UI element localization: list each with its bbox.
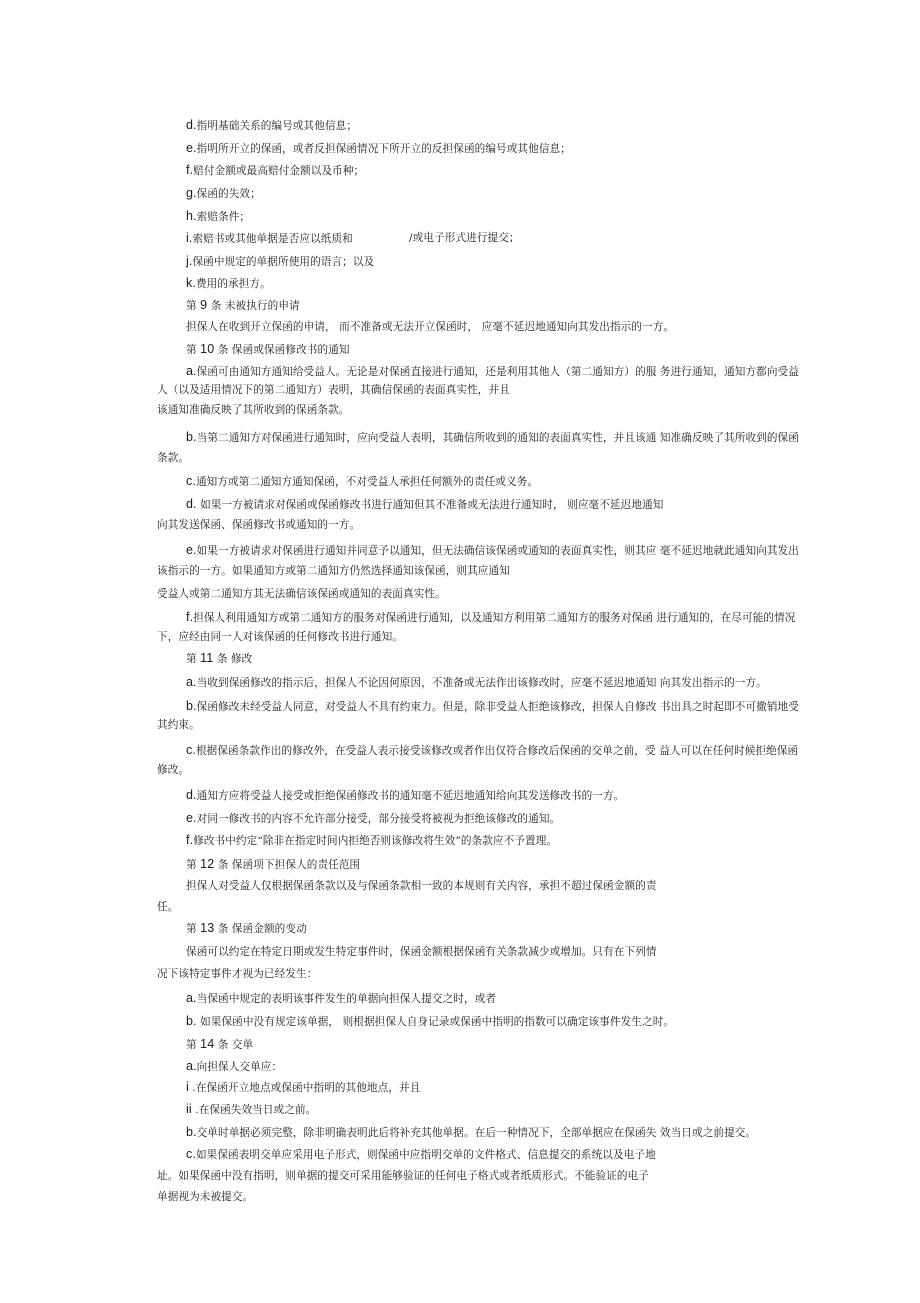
item-marker: d. [186, 497, 197, 511]
text-line [186, 1080, 420, 1095]
line-text: 如果一方被请求对保函或保函修改书进行通知但其不准备或无法进行通知时， 则应毫不延迟地通知 [196, 499, 664, 511]
line-text: 任。 [157, 901, 179, 913]
text-line [186, 430, 799, 445]
item-marker: 13 [200, 921, 215, 935]
text-line [186, 1102, 316, 1117]
text-line [186, 675, 767, 690]
item-marker: d. [186, 788, 197, 802]
text-line [186, 163, 364, 178]
item-marker: f. [186, 163, 194, 177]
line-text: 通知方或第二通知方通知保函，不对受益人承担任何额外的责任或义务。 [195, 476, 539, 488]
text-line [157, 763, 189, 777]
line-text: 受益人或第二通知方其无法确信该保函或通知的表面真实性。 [157, 588, 446, 600]
line-text: 保函可由通知方通知给受益人。无论是对保函直接进行通知，还是利用其他人（第二通知方）的服 务进行通知，通知方都向受益 [196, 366, 799, 378]
line-text: 条 未被执行的申请 [210, 300, 300, 312]
line-text: 条 保函项下担保人的责任范围 [217, 859, 361, 871]
text-line [186, 141, 571, 156]
text-line [186, 651, 252, 666]
line-text: 保函中规定的单据所使用的语言；以及 [192, 256, 375, 268]
text-line [186, 921, 307, 936]
item-marker: c. [186, 1147, 196, 1161]
text-line [157, 1169, 649, 1183]
text-line [157, 564, 510, 578]
line-text: 该指示的一方。如果通知方或第二通知方仍然选择通知该保函，则其应通知 [157, 565, 510, 577]
line-text: 索赔条件； [196, 211, 251, 223]
line-text: 人（以及适用情况下的第二通知方）表明，其确信保函的表面真实性，并且 [157, 384, 510, 396]
line-text: 该通知准确反映了其所收到的保函条款。 [157, 404, 350, 416]
line-text: 索赔书或其他单据是否应以纸质和 [192, 233, 353, 245]
line-text: 当第二通知方对保函进行通知时，应向受益人表明，其确信所收到的通知的表面真实性，并且该通 知准确反映了其所收到的保函 [196, 432, 799, 444]
item-marker: i. [186, 231, 193, 245]
line-text: 条 修改 [216, 653, 253, 665]
text-line [186, 320, 674, 334]
item-marker: i [186, 1080, 189, 1094]
line-text: 对同一修改书的内容不允许部分接受，部分接受将被视为拒绝该修改的通知。 [196, 813, 561, 825]
article-prefix: 第 [186, 344, 197, 356]
line-text: 保函修改未经受益人同意，对受益人不具有约束力。但是，除非受益人拒绝该修改，担保人自修改 书出具之时起即不可撤销地受 [196, 701, 799, 713]
text-line [157, 967, 317, 981]
text-line [157, 630, 403, 644]
item-marker: 9 [200, 298, 208, 312]
text-line [157, 900, 178, 914]
line-text: 向担保人交单应： [196, 1061, 283, 1073]
text-line [157, 518, 360, 532]
text-line [186, 276, 271, 291]
text-line [186, 1147, 656, 1162]
text-line [186, 857, 360, 872]
item-marker: b. [186, 1125, 197, 1139]
line-text: 担保人在收到开立保函的申请， 而不准备或无法开立保函时， 应毫不延迟地通知向其发出指示的一方。 [186, 321, 675, 333]
item-marker: a. [186, 364, 197, 378]
line-text: 当保函中规定的表明该事件发生的单据向担保人提交之时，或者 [196, 993, 497, 1005]
line-text: 其约束。 [157, 719, 200, 731]
text-line [186, 945, 657, 959]
line-text: 指明基础关系的编号或其他信息； [196, 120, 358, 132]
line-text: 况下该特定事件才视为已经发生： [157, 968, 318, 980]
line-text: 址。如果保函中没有指明，则单据的提交可采用能够验证的任何电子格式或者纸质形式。不能验证的电子 [157, 1170, 649, 1182]
text-line-continuation: /或电子形式进行提交； [409, 232, 520, 244]
item-marker: 12 [200, 857, 215, 871]
line-text: 通知方应将受益人接受或拒绝保函修改书的通知毫不延迟地通知给向其发送修改书的一方。 [196, 790, 625, 802]
text-line [186, 699, 799, 714]
line-text: 向其发送保函、保函修改书或通知的一方。 [157, 519, 361, 531]
item-marker: d. [186, 118, 197, 132]
text-line [186, 1059, 282, 1074]
item-marker: f. [186, 833, 194, 847]
line-text: 如果一方被请求对保函进行通知并同意予以通知，但无法确信该保函或通知的表面真实性，则其应 毫不延迟地就此通知向其发出 [196, 545, 799, 557]
item-marker: k. [186, 276, 196, 290]
text-line [186, 497, 663, 512]
line-text: 当收到保函修改的指示后，担保人不论因何原因，不准备或无法作出该修改时，应毫不延迟地通知 向其发出指示的一方。 [196, 677, 767, 689]
line-text: .在保函失效当日或之前。 [191, 1104, 317, 1116]
text-line [186, 543, 799, 558]
line-text: 保函的失效； [196, 188, 261, 200]
text-line [157, 403, 350, 417]
line-text: 保函可以约定在特定日期或发生特定事件时，保函金额根据保函有关条款减少或增加。只有在下列情 [186, 946, 657, 958]
text-line [186, 1037, 253, 1052]
line-text: 修改书中约定“除非在指定时间内拒绝否则该修改将生效”的条款应不予置理。 [193, 835, 558, 847]
text-line [186, 231, 353, 246]
text-line [157, 587, 446, 601]
line-text: 条款。 [157, 452, 190, 464]
article-prefix: 第 [186, 300, 197, 312]
item-marker: b. [186, 1014, 197, 1028]
line-text: 下，应经由同一人对该保函的任何修改书进行通知。 [157, 631, 403, 643]
item-marker: e. [186, 543, 197, 557]
text-line [186, 1125, 756, 1140]
text-line [186, 342, 350, 357]
item-marker: e. [186, 811, 197, 825]
text-line [157, 718, 200, 732]
text-line [186, 788, 624, 803]
item-marker: a. [186, 1059, 197, 1073]
article-prefix: 第 [186, 859, 197, 871]
item-marker: a. [186, 675, 197, 689]
text-line [186, 610, 795, 625]
item-marker: 14 [200, 1037, 215, 1051]
text-line [157, 1190, 253, 1204]
text-line [186, 118, 357, 133]
line-text: 费用的承担方。 [195, 278, 271, 290]
text-line [186, 298, 300, 313]
item-marker: j. [186, 254, 193, 268]
item-marker: g. [186, 186, 197, 200]
line-text: 担保人对受益人仅根据保函条款以及与保函条款相一致的本规则有关内容，承担不超过保函金额的责 [186, 880, 657, 892]
text-line [186, 254, 374, 269]
line-text: 根据保函条款作出的修改外，在受益人表示接受该修改或者作出仅符合修改后保函的交单之前，受 益人可以在任何时候拒绝保函 [195, 745, 799, 757]
line-text: 条 保函或保函修改书的通知 [217, 344, 350, 356]
text-line [157, 451, 189, 465]
text-line [186, 209, 250, 224]
item-marker: c. [186, 474, 196, 488]
text-line [186, 474, 538, 489]
text-line [186, 991, 496, 1006]
line-text: 单据视为未被提交。 [157, 1191, 254, 1203]
item-marker: e. [186, 141, 197, 155]
text-line [186, 1014, 674, 1029]
text-line [186, 364, 799, 379]
line-text: 交单时单据必须完整，除非明确表明此后将补充其他单据。在后一种情况下，全部单据应在保函失 效当日或之前提交。 [196, 1127, 757, 1139]
article-prefix: 第 [186, 1039, 197, 1051]
item-marker: f. [186, 610, 194, 624]
item-marker: c. [186, 743, 196, 757]
line-text: 担保人利用通知方或第二通知方的服务对保函进行通知，以及通知方利用第二通知方的服务对保函 进行通知的，在尽可能的情况 [193, 612, 796, 624]
line-text: 如果保函表明交单应采用电子形式，则保函中应指明交单的文件格式、信息提交的系统以及电子地 [195, 1149, 656, 1161]
line-text: .在保函开立地点或保函中指明的其他地点，并且 [188, 1082, 421, 1094]
line-text: 如果保函中没有规定该单据， 则根据担保人自身记录或保函中指明的指数可以确定该事件发生之时。 [196, 1016, 675, 1028]
item-marker: b. [186, 699, 197, 713]
article-prefix: 第 [186, 653, 197, 665]
text-line [157, 383, 510, 397]
text-line [186, 186, 261, 201]
line-text: 条 保函金额的变动 [217, 923, 307, 935]
item-marker: a. [186, 991, 197, 1005]
text-line [186, 743, 798, 758]
item-marker: 11 [200, 651, 214, 665]
item-marker: ii [186, 1102, 192, 1116]
line-text: 赔付金额或最高赔付金额以及币种； [193, 165, 365, 177]
line-text: 指明所开立的保函，或者反担保函情况下所开立的反担保函的编号或其他信息； [196, 143, 571, 155]
text-line [186, 811, 560, 826]
item-marker: h. [186, 209, 197, 223]
line-text: 修改。 [157, 764, 190, 776]
article-prefix: 第 [186, 923, 197, 935]
item-marker: 10 [200, 342, 215, 356]
item-marker: b. [186, 430, 197, 444]
text-line [186, 833, 557, 848]
text-line [186, 879, 657, 893]
line-text: 条 交单 [217, 1039, 254, 1051]
